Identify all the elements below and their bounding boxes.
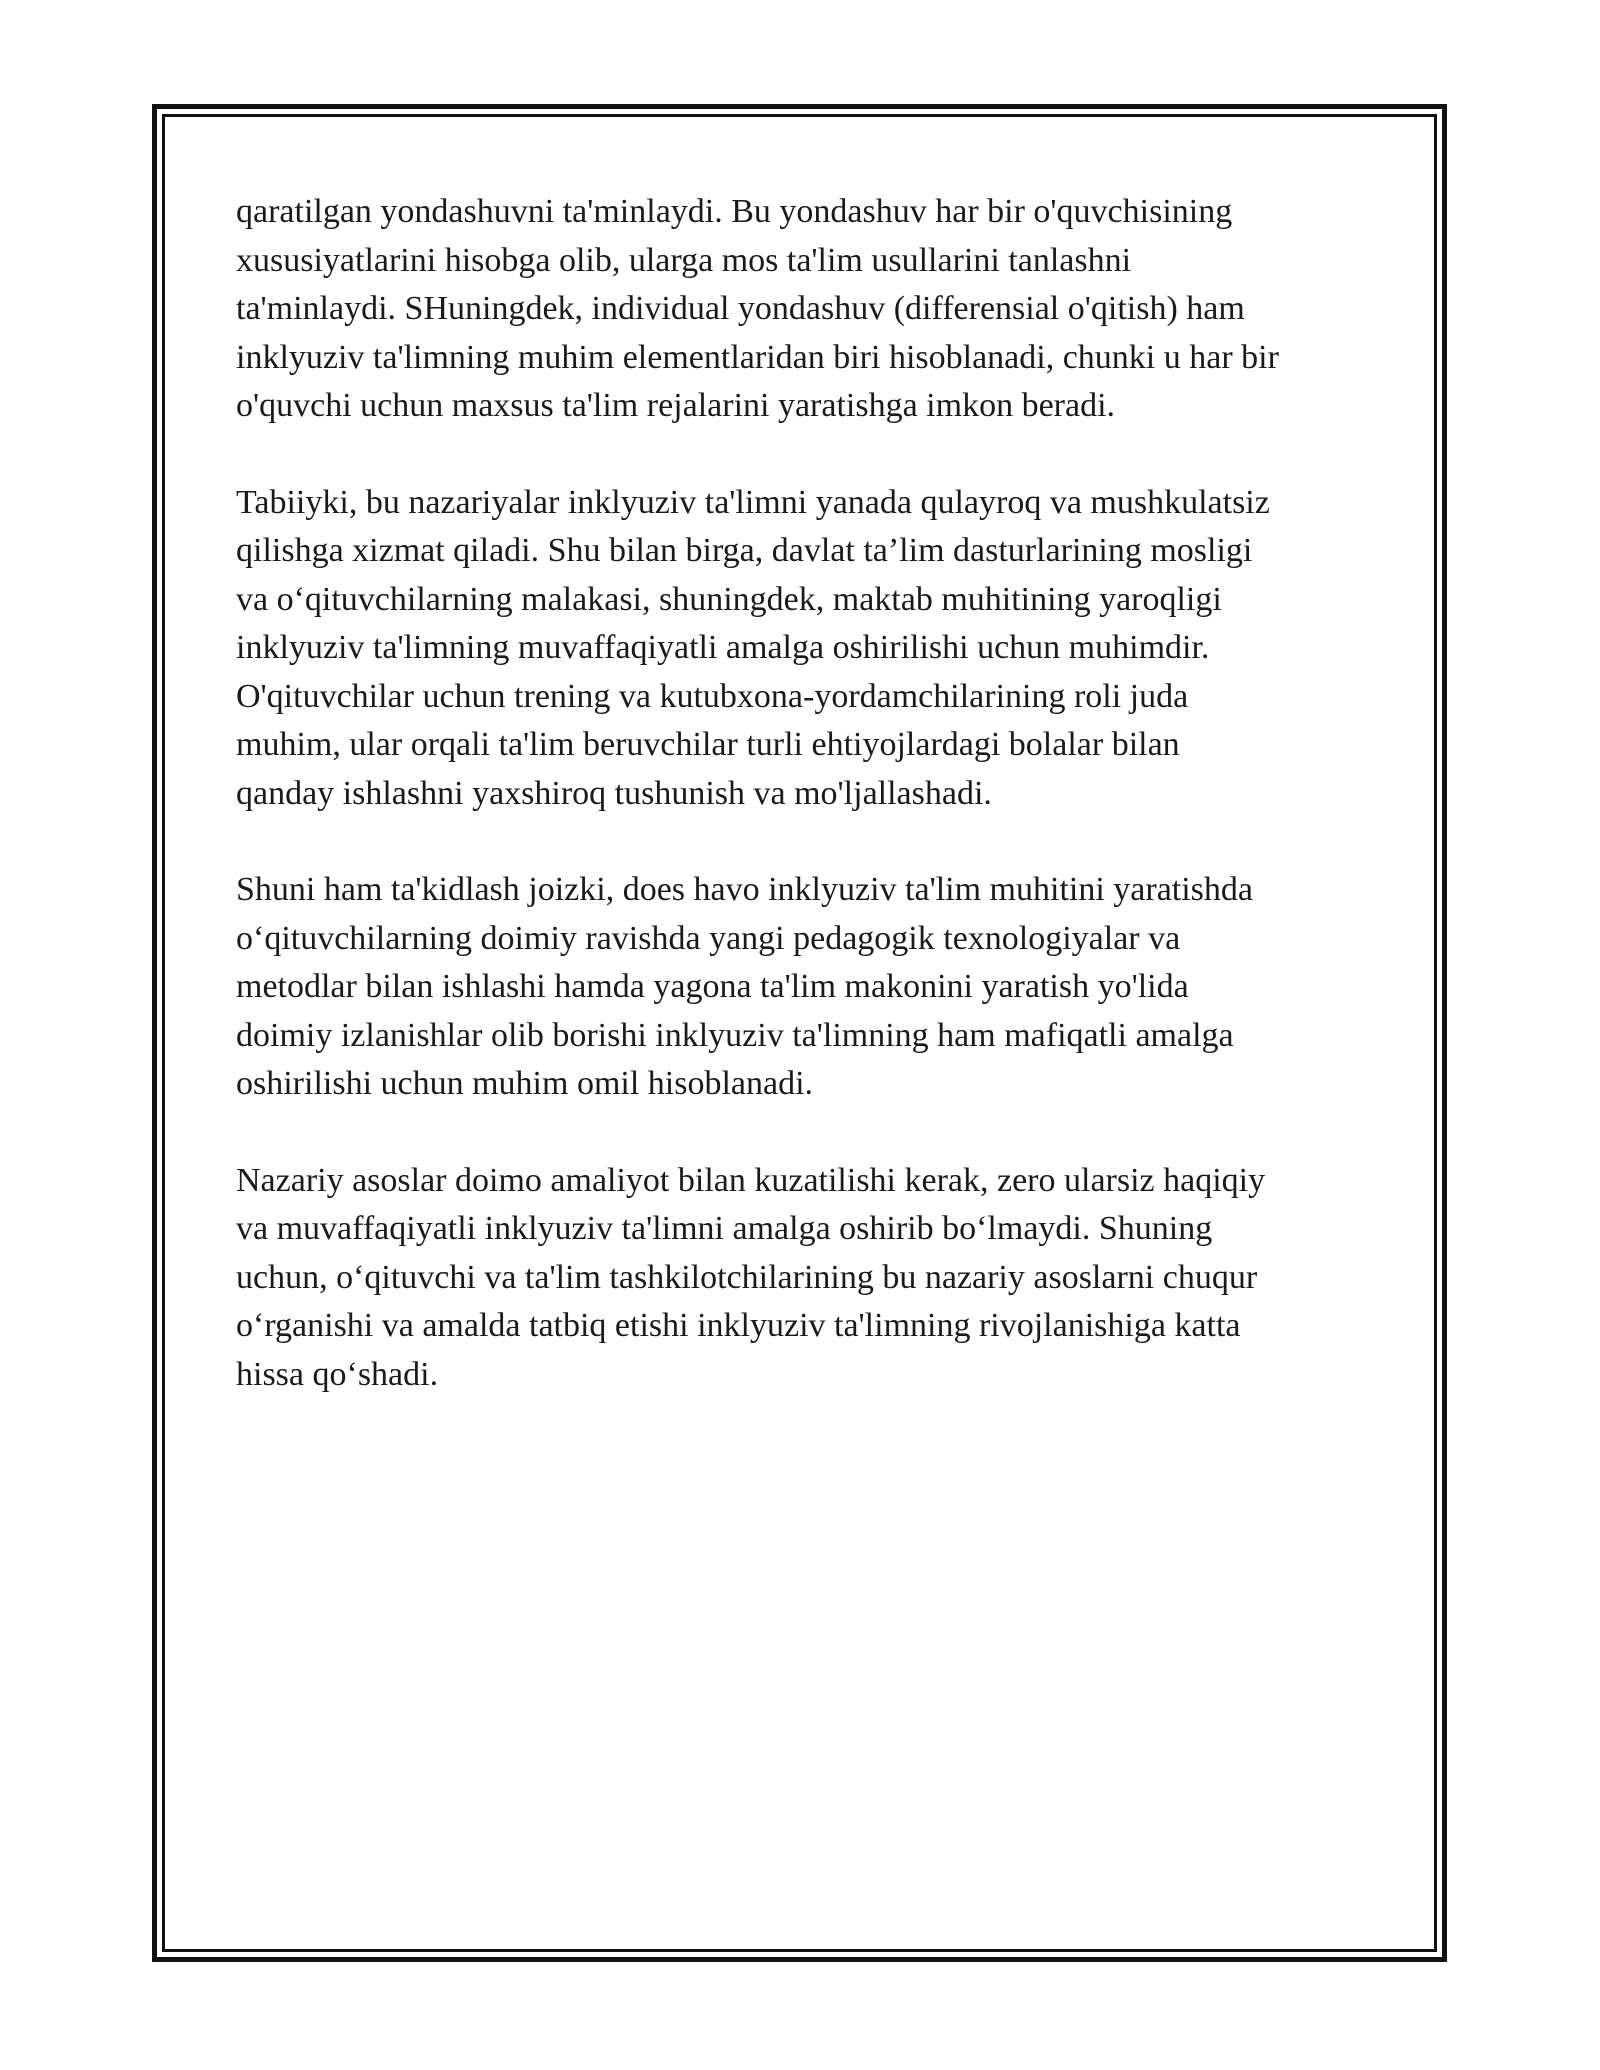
paragraph-2: Tabiiyki, bu nazariyalar inklyuziv ta'limni yanada qulayroq va mushkulatsiz qilishga xizmat qiladi. Shu bilan birga, davlat ta’lim dasturlarining mosligi va o‘qituvchilarning malakasi, shuningdek, maktab muhitining yaroqligi inklyuziv ta'limning muvaffaqiyatli amalga oshirilishi uchun muhimdir. O'qituvchilar uchun trening va kutubxona-yordamchilarining roli juda muhim, ular orqali ta'lim beruvchilar turli ehtiyojlardagi bolalar bilan qanday ishlashni yaxshiroq tushunish va mo'ljallashadi.	[236, 483, 1270, 812]
paragraph-1: qaratilgan yondashuvni ta'minlaydi. Bu yondashuv har bir o'quvchisining xususiyatlarini hisobga olib, ularga mos ta'lim usullarini tanlashni ta'minlaydi. SHuningdek, individual yondashuv (differensial o'qitish) ham inklyuziv ta'limning muhim elementlaridan biri hisoblanadi, chunki u har bir o'quvchi uchun maxsus ta'lim rejalarini yaratishga imkon beradi.	[236, 193, 1279, 424]
document-body	[236, 188, 1386, 1447]
paragraph-3: Shuni ham ta'kidlash joizki, does havo inklyuziv ta'lim muhitini yaratishda o‘qituvchilarning doimiy ravishda yangi pedagogik texnologiyalar va metodlar bilan ishlashi hamda yagona ta'lim makonini yaratish yo'lida doimiy izlanishlar olib borishi inklyuziv ta'limning ham mafiqatli amalga oshirilishi uchun muhim omil hisoblanadi.	[236, 871, 1253, 1102]
paragraph-4: Nazariy asoslar doimo amaliyot bilan kuzatilishi kerak, zero ularsiz haqiqiy va muvaffaqiyatli inklyuziv ta'limni amalga oshirib bo‘lmaydi. Shuning uchun, o‘qituvchi va ta'lim tashkilotchilarining bu nazariy asoslarni chuqur o‘rganishi va amalda tatbiq etishi inklyuziv ta'limning rivojlanishiga katta hissa qo‘shadi.	[236, 1161, 1266, 1393]
